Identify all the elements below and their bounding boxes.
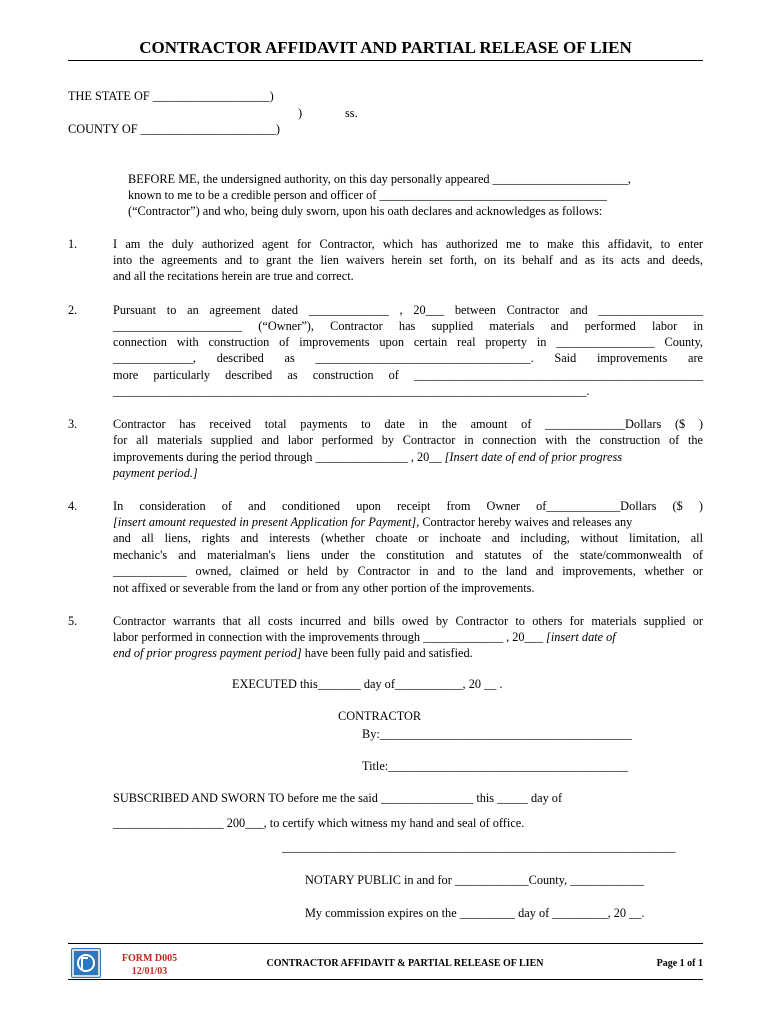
executed-line: EXECUTED this_______ day of___________, 20 __ .	[232, 677, 503, 691]
para-2-line: more particularly described as construction of _______________________________________________	[113, 368, 703, 382]
venue-bracket: )	[298, 106, 303, 120]
para-2-number: 2.	[68, 303, 78, 317]
para-5-italic-start: end of prior progress payment period]	[113, 646, 302, 660]
para-4-line: In consideration of and conditioned upon receipt from Owner of____________Dollars ($ )	[113, 499, 703, 513]
para-5-italic: [insert date of	[546, 630, 616, 644]
para-3-italic: [Insert date of end of prior progress	[444, 450, 623, 464]
form-number: FORM D005	[121, 953, 178, 964]
footer-top-rule	[68, 943, 703, 944]
page-title: CONTRACTOR AFFIDAVIT AND PARTIAL RELEASE OF LIEN	[68, 38, 703, 61]
para-1-line: I am the duly authorized agent for Contractor, which has authorized me to make this affidavit, to enter	[113, 237, 703, 251]
para-2-line: _____________________________________________________________________________.	[113, 384, 590, 398]
para-4-line: and all liens, rights and interests (whether choate or inchoate and including, without limitation, all	[113, 531, 703, 545]
commission-line: My commission expires on the _________ day of _________, 20 __.	[305, 906, 645, 920]
form-identifier	[112, 952, 187, 978]
footer-title: CONTRACTOR AFFIDAVIT & PARTIAL RELEASE OF LIEN	[266, 958, 544, 969]
para-3-italic-line	[113, 465, 198, 481]
para-1-line: and all the recitations herein are true and correct.	[113, 269, 354, 283]
intro-line-2: known to me to be a credible person and officer of _____________________________________	[128, 188, 607, 202]
page-number: Page 1 of 1	[656, 958, 703, 969]
para-3-number: 3.	[68, 417, 78, 431]
para-5-line: Contractor warrants that all costs incurred and bills owed by Contractor to others for materials supplied or	[113, 614, 703, 628]
para-5-text: labor performed in connection with the improvements through _____________ , 20___	[113, 630, 547, 644]
para-4-line: mechanic's and materialman's liens under the constitution and statutes of the state/commonwealth of	[113, 548, 703, 562]
para-4-line: not affixed or severable from the land or from any other portion of the improvements.	[113, 581, 535, 595]
para-3-line: Contractor has received total payments to date in the amount of _____________Dollars ($ )	[113, 417, 703, 431]
para-4-italic: [insert amount requested in present Application for Payment]	[113, 515, 417, 529]
intro-line-1: BEFORE ME, the undersigned authority, on this day personally appeared ______________________,	[128, 172, 631, 186]
subscribed-line: SUBSCRIBED AND SWORN TO before me the said _______________ this _____ day of	[113, 791, 563, 805]
para-1-line: into the agreements and to grant the lien waivers herein set forth, on its behalf and as its acts and deeds,	[113, 253, 703, 267]
notary-public-line: NOTARY PUBLIC in and for ____________County, ____________	[305, 873, 644, 887]
para-5-line-with-italic	[113, 629, 616, 645]
para-1-number: 1.	[68, 237, 78, 251]
para-4-line: ____________ owned, claimed or held by Contractor in and to the land and improvements, whether or	[113, 564, 703, 578]
para-3-line-with-italic	[113, 449, 703, 465]
para-4-line-with-italic	[113, 514, 632, 530]
ss-label: ss.	[345, 106, 358, 120]
para-5-number: 5.	[68, 614, 78, 628]
para-3-text: improvements during the period through _______________ , 20__	[113, 450, 445, 464]
para-4-text: , Contractor hereby waives and releases any	[416, 515, 633, 529]
para-2-line: Pursuant to an agreement dated _____________ , 20___ between Contractor and _________________	[113, 303, 703, 317]
para-5-text-end: have been fully paid and satisfied.	[301, 646, 473, 660]
form-date: 12/01/03	[131, 966, 168, 977]
para-5-line-with-italic-start	[113, 645, 473, 661]
publisher-logo-icon	[71, 948, 101, 978]
by-line: By:_________________________________________	[362, 727, 632, 741]
para-2-line: _____________________ (“Owner”), Contractor has supplied materials and performed labor in	[113, 319, 703, 333]
para-3-line: for all materials supplied and labor performed by Contractor in connection with the construction of the	[113, 433, 703, 447]
notary-signature-line: ________________________________________________________________	[282, 840, 676, 854]
intro-line-3: (“Contractor”) and who, being duly sworn, upon his oath declares and acknowledges as follows:	[128, 204, 603, 218]
para-3-italic-text: payment period.]	[113, 466, 198, 480]
footer-bottom-rule	[68, 979, 703, 980]
contractor-label: CONTRACTOR	[338, 709, 422, 723]
county-line: COUNTY OF ______________________)	[68, 122, 281, 136]
para-4-number: 4.	[68, 499, 78, 513]
title-signature-line: Title:_______________________________________	[362, 759, 628, 773]
para-2-line: _____________, described as ___________________________________. Said improvements are	[113, 351, 703, 365]
state-line: THE STATE OF ___________________)	[68, 89, 274, 103]
para-2-line: connection with construction of improvements upon certain real property in ________________ County,	[113, 335, 703, 349]
subscribed-line-2: __________________ 200___, to certify which witness my hand and seal of office.	[113, 816, 525, 830]
